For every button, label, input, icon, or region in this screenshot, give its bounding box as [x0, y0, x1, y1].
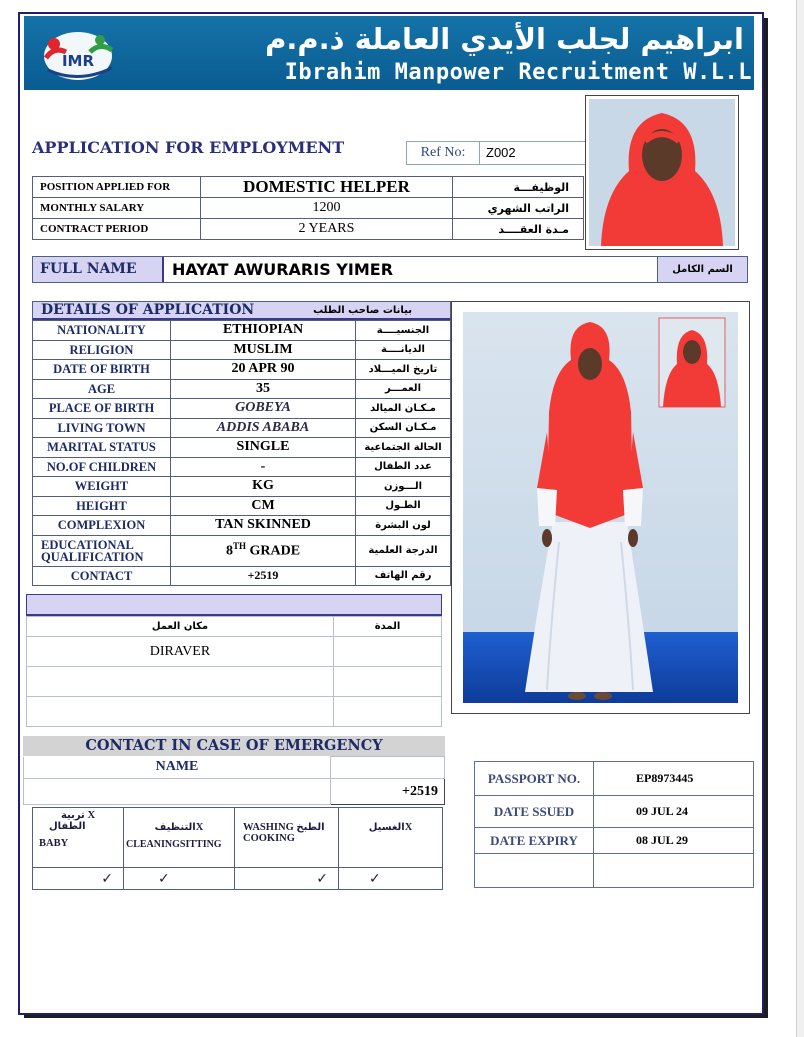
skill-washing-arabic: الغسيل	[368, 822, 405, 833]
salary-arabic: الراتب الشهري	[453, 198, 584, 219]
full-name-row	[32, 256, 748, 283]
skill-cooking-label: COOKING	[243, 833, 295, 844]
table-row	[24, 757, 445, 779]
skill-cooking-english-top: WASHING	[243, 822, 294, 833]
detail-value: TAN SKINNED	[171, 516, 356, 536]
check-baby-icon: ✓	[33, 868, 124, 890]
table-row	[475, 854, 754, 888]
detail-value: ETHIOPIAN	[171, 321, 356, 341]
passport-expiry-label: DATE EXPIRY	[475, 828, 594, 854]
empty-cell	[27, 697, 334, 727]
detail-arabic: لون البشرة	[356, 516, 451, 536]
salary-value: 1200	[201, 198, 453, 219]
work-place-value: DIRAVER	[27, 637, 334, 667]
table-row	[475, 796, 754, 828]
form-title: APPLICATION FOR EMPLOYMENT	[32, 138, 345, 157]
detail-value: -	[171, 457, 356, 477]
table-row	[33, 868, 443, 890]
work-experience-table	[26, 616, 442, 727]
table-row	[33, 457, 451, 477]
table-row	[33, 438, 451, 458]
details-table	[32, 320, 451, 586]
company-name-arabic: ابراهيم لجلب الأيدي العاملة ذ.م.م	[265, 22, 744, 56]
position-value: DOMESTIC HELPER	[201, 177, 453, 198]
skill-washing	[339, 808, 443, 868]
skill-cooking	[235, 808, 339, 868]
table-row	[33, 219, 584, 240]
education-label	[33, 535, 171, 566]
detail-arabic: تاريخ الميـــلاد	[356, 360, 451, 380]
empty-cell	[594, 854, 754, 888]
skill-cooking-arabic: الطبخ	[296, 822, 325, 833]
detail-arabic: الجنسيــــة	[356, 321, 451, 341]
education-label-line2: QUALIFICATION	[41, 549, 144, 564]
table-row	[33, 321, 451, 341]
full-name-arabic: السم الكامل	[657, 257, 747, 282]
detail-arabic: الحالة الجتماعية	[356, 438, 451, 458]
check-cleaning-icon: ✓	[124, 868, 235, 890]
skill-washing-mark: X	[404, 822, 413, 833]
passport-number: EP8973445	[594, 762, 754, 796]
detail-label: NATIONALITY	[33, 321, 171, 341]
detail-value: 20 APR 90	[171, 360, 356, 380]
detail-label: MARITAL STATUS	[33, 438, 171, 458]
check-washing-icon: ✓	[339, 868, 443, 890]
detail-arabic: مـكـان السكن	[356, 418, 451, 438]
passport-issued: 09 JUL 24	[594, 796, 754, 828]
passport-table	[474, 761, 754, 888]
salary-label: MONTHLY SALARY	[33, 198, 201, 219]
skill-cleaning	[124, 808, 235, 868]
empty-cell	[334, 667, 442, 697]
viewer-edge	[796, 0, 804, 1037]
table-row	[33, 418, 451, 438]
skill-baby-arabic-sub: الطفال	[49, 821, 86, 832]
headshot-image	[589, 99, 735, 246]
detail-value: GOBEYA	[171, 399, 356, 419]
contract-value: 2 YEARS	[201, 219, 453, 240]
contact-arabic: رقم الهاتف	[356, 566, 451, 586]
emergency-table	[23, 756, 445, 805]
skill-baby-mark: X	[87, 810, 96, 821]
skill-cleaning-arabic: التنظيف	[154, 822, 196, 833]
education-grade-number: 8	[225, 543, 233, 559]
table-row	[475, 828, 754, 854]
detail-arabic: الـــوزن	[356, 477, 451, 497]
logo-text: IMR	[61, 52, 95, 70]
table-row	[27, 697, 442, 727]
education-grade-suffix: TH	[232, 541, 246, 552]
table-row	[475, 762, 754, 796]
company-logo	[38, 22, 150, 88]
detail-label: HEIGHT	[33, 496, 171, 516]
table-row	[33, 566, 451, 586]
table-row	[33, 360, 451, 380]
work-place-header: مكان العمل	[27, 617, 334, 637]
position-label: POSITION APPLIED FOR	[33, 177, 201, 198]
table-row	[27, 617, 442, 637]
table-row	[27, 637, 442, 667]
contract-label: CONTRACT PERIOD	[33, 219, 201, 240]
position-table	[32, 176, 584, 240]
detail-arabic: الديانــــة	[356, 340, 451, 360]
detail-arabic: الطـول	[356, 496, 451, 516]
table-row	[33, 516, 451, 536]
table-row	[27, 667, 442, 697]
contract-arabic: مـدة العقــــد	[453, 219, 584, 240]
ref-value: Z002	[486, 145, 516, 160]
passport-number-label: PASSPORT NO.	[475, 762, 594, 796]
skills-table	[32, 807, 443, 890]
detail-arabic: مـكـان الميالد	[356, 399, 451, 419]
company-header	[24, 16, 754, 90]
table-row	[33, 340, 451, 360]
passport-issued-label: DATE SSUED	[475, 796, 594, 828]
work-duration-value	[334, 637, 442, 667]
detail-label: RELIGION	[33, 340, 171, 360]
check-cooking-icon: ✓	[235, 868, 339, 890]
details-heading-english: DETAILS OF APPLICATION	[41, 302, 255, 318]
full-photo-image	[463, 312, 738, 703]
full-name-label: FULL NAME	[33, 257, 164, 282]
detail-arabic: عدد الطفال	[356, 457, 451, 477]
contact-label: CONTACT	[33, 566, 171, 586]
education-grade-text: GRADE	[245, 543, 301, 559]
skill-baby	[33, 808, 124, 868]
emergency-heading: CONTACT IN CASE OF EMERGENCY	[23, 736, 445, 756]
emergency-phone: +2519	[331, 779, 445, 805]
ref-label: Ref No:	[407, 142, 480, 164]
detail-label: WEIGHT	[33, 477, 171, 497]
detail-value: MUSLIM	[171, 340, 356, 360]
applicant-full-photo	[451, 301, 750, 714]
ref-box	[406, 141, 586, 165]
table-row	[24, 779, 445, 805]
emergency-name-value	[24, 779, 331, 805]
full-name-value: HAYAT AWURARIS YIMER	[172, 260, 394, 279]
skill-cleaning-mark: X	[195, 822, 204, 833]
skill-cleaning-label: CLEANINGSITTING	[126, 839, 222, 850]
detail-label: NO.OF CHILDREN	[33, 457, 171, 477]
empty-cell	[27, 667, 334, 697]
applicant-headshot	[585, 95, 739, 250]
emergency-name-label: NAME	[24, 757, 331, 779]
empty-cell	[334, 697, 442, 727]
table-row	[33, 399, 451, 419]
empty-cell	[475, 854, 594, 888]
work-experience-heading	[26, 594, 442, 616]
table-row	[33, 198, 584, 219]
work-duration-header: المدة	[334, 617, 442, 637]
contact-value: +2519	[171, 566, 356, 586]
detail-value: KG	[171, 477, 356, 497]
detail-label: DATE OF BIRTH	[33, 360, 171, 380]
education-label-line1: EDUCATIONAL	[41, 537, 134, 552]
detail-label: PLACE OF BIRTH	[33, 399, 171, 419]
detail-label: COMPLEXION	[33, 516, 171, 536]
details-heading-arabic: بيانات صاحب الطلب	[313, 304, 412, 316]
table-row	[33, 477, 451, 497]
table-row	[33, 535, 451, 566]
table-row	[33, 177, 584, 198]
detail-label: AGE	[33, 379, 171, 399]
emergency-name-spacer	[331, 757, 445, 779]
table-row	[33, 379, 451, 399]
skill-baby-label: BABY	[39, 838, 69, 849]
table-row	[33, 808, 443, 868]
details-heading	[32, 301, 451, 320]
position-arabic: الوظيفـــة	[453, 177, 584, 198]
education-arabic: الدرجة العلمية	[356, 535, 451, 566]
detail-label: LIVING TOWN	[33, 418, 171, 438]
table-row	[33, 496, 451, 516]
detail-value: SINGLE	[171, 438, 356, 458]
passport-expiry: 08 JUL 29	[594, 828, 754, 854]
detail-value: 35	[171, 379, 356, 399]
company-name-english: Ibrahim Manpower Recruitment W.L.L	[284, 60, 752, 85]
detail-arabic: العمـــر	[356, 379, 451, 399]
skill-baby-arabic: تربية	[60, 810, 85, 821]
education-value	[171, 535, 356, 566]
detail-value: CM	[171, 496, 356, 516]
detail-value: ADDIS ABABA	[171, 418, 356, 438]
